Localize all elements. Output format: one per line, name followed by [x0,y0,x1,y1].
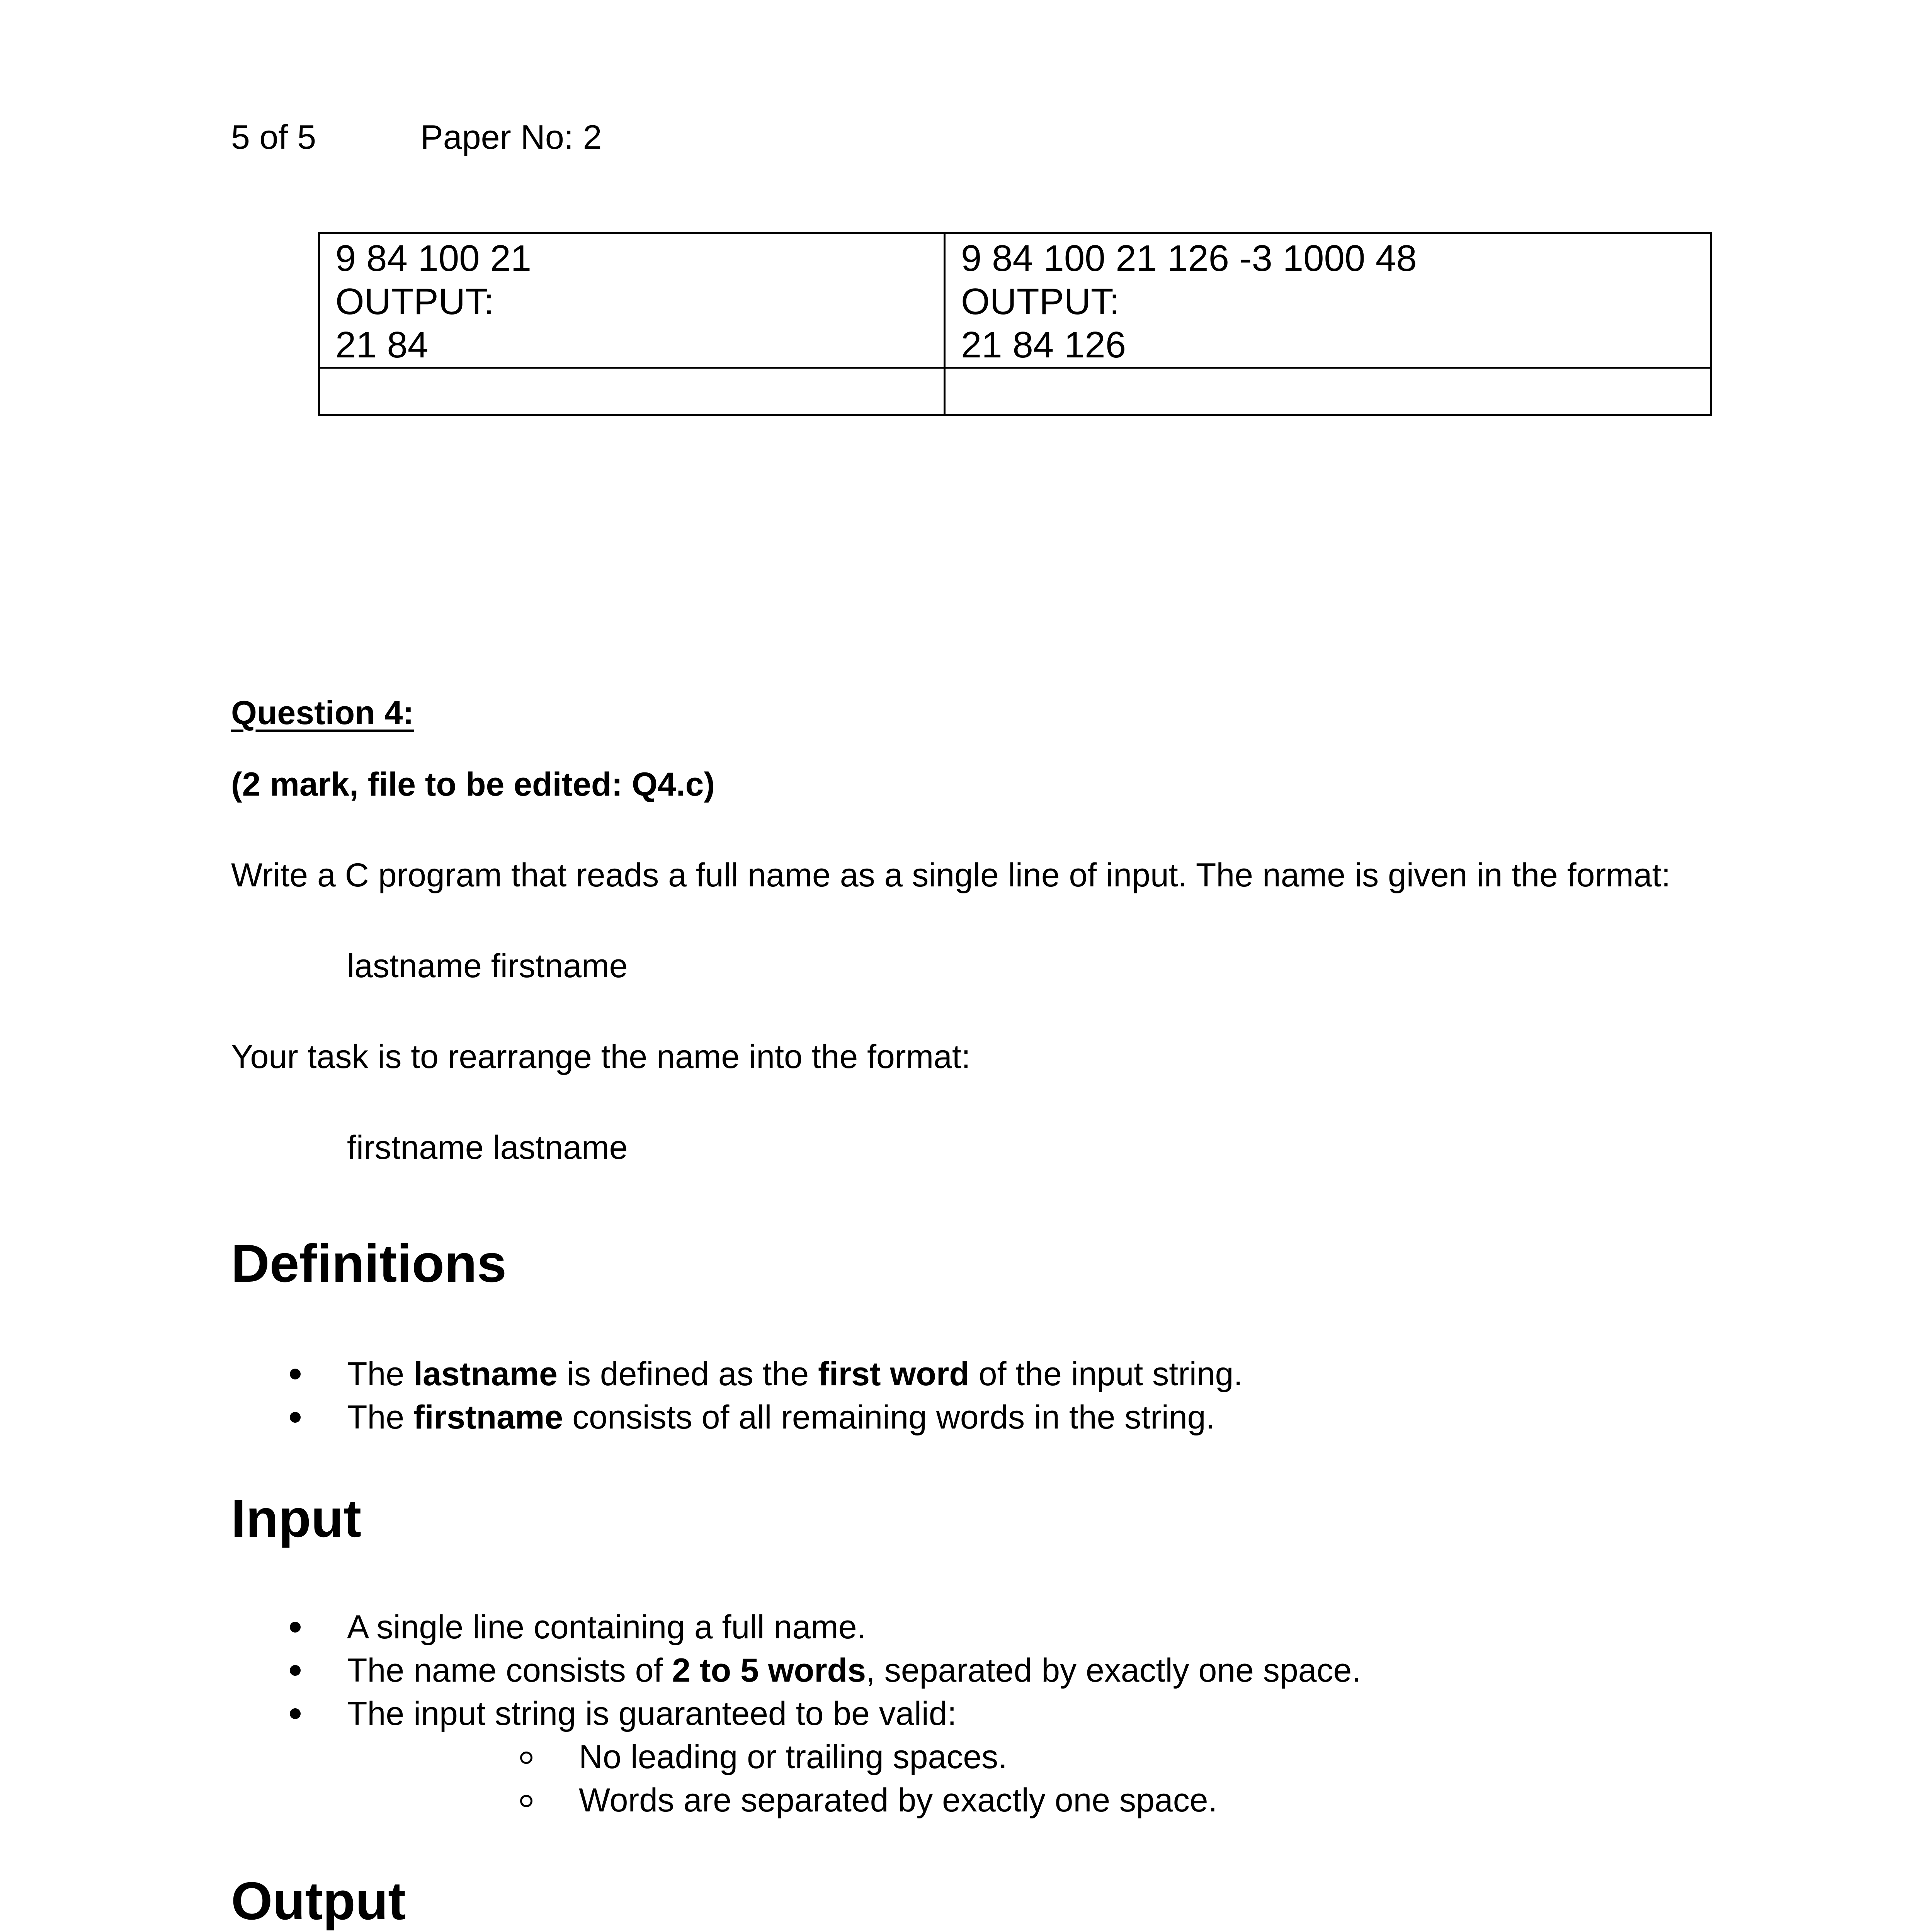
output-format: firstname lastname [347,1129,628,1166]
table-row [319,368,1711,415]
list-item: The input string is guaranteed to be valid: No leading or trailing spaces. Words are separated by exactly one space. [231,1692,1361,1822]
input-format: lastname firstname [347,947,628,985]
bullet-icon [290,1665,301,1676]
question-intro: Write a C program that reads a full name as a single line of input. The name is given in the format: [231,857,1671,894]
page-header [231,116,602,158]
definitions-heading: Definitions [231,1234,507,1293]
list-item: The lastname is defined as the first word of the input string. [231,1352,1243,1396]
list-item: A single line containing a full name. [231,1605,1361,1649]
definitions-list [231,1352,1243,1439]
list-item: The name consists of 2 to 5 words, separated by exactly one space. [231,1649,1361,1692]
list-item: The firstname consists of all remaining words in the string. [231,1396,1243,1439]
cell-output-value: 21 84 126 [961,324,1126,366]
sub-list-item: Words are separated by exactly one space. [347,1779,1361,1822]
question-mark: (2 mark, file to be edited: Q4.c) [231,766,715,803]
cell-output-label: OUTPUT: [961,281,1120,322]
sub-list-item: No leading or trailing spaces. [347,1735,1361,1779]
bullet-icon [290,1622,301,1633]
table-row [319,233,1711,368]
output-heading: Output [231,1871,406,1931]
question-title: Question 4: [231,694,414,731]
table-cell [319,233,945,368]
cell-output-value: 21 84 [335,324,429,366]
cell-input: 9 84 100 21 [335,238,532,279]
paper-number: Paper No: 2 [420,118,602,156]
table-cell [945,233,1711,368]
input-heading: Input [231,1489,362,1548]
hollow-bullet-icon [520,1795,532,1807]
bullet-icon [290,1708,301,1719]
cell-input: 9 84 100 21 126 -3 1000 48 [961,238,1417,279]
table-cell-empty [945,368,1711,415]
table-cell-empty [319,368,945,415]
input-sub-list [347,1735,1361,1822]
bullet-icon [290,1369,301,1379]
cell-output-label: OUTPUT: [335,281,494,322]
input-list [231,1605,1361,1822]
bullet-icon [290,1412,301,1423]
sample-test-table [318,232,1712,416]
hollow-bullet-icon [520,1752,532,1764]
page-number: 5 of 5 [231,118,316,156]
task-text: Your task is to rearrange the name into the format: [231,1038,971,1075]
